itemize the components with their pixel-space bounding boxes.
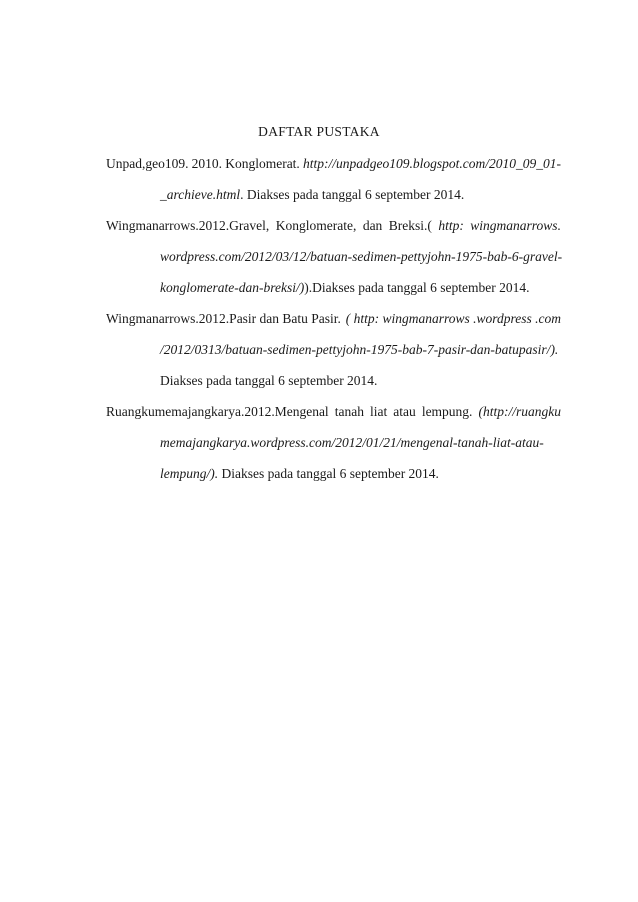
reference-word: liat	[370, 404, 388, 419]
reference-url[interactable]: (http://ruangku	[478, 404, 561, 419]
reference-access-date: Diakses pada tanggal 6 september 2014.	[160, 373, 378, 388]
reference-url[interactable]: ( http: wingmanarrows .wordpress .com	[345, 311, 561, 326]
reference-access-date: ).Diakses pada tanggal 6 september 2014.	[304, 280, 530, 295]
reference-3-line-2	[160, 342, 558, 358]
reference-access-date: . Diakses pada tanggal 6 september 2014.	[240, 187, 465, 202]
reference-4-line-3	[160, 466, 439, 482]
reference-url[interactable]: lempung/).	[160, 466, 219, 481]
reference-word: tanah	[334, 404, 364, 419]
reference-2-line-3	[160, 280, 530, 296]
reference-title: Konglomerat.	[225, 156, 300, 171]
reference-url[interactable]: http:	[438, 218, 464, 233]
reference-year: 2010.	[191, 156, 223, 171]
reference-url[interactable]: wingmanarrows.	[470, 218, 561, 233]
reference-url[interactable]: _archieve.html	[160, 187, 241, 202]
reference-word: Breksi.(	[388, 218, 432, 233]
reference-4-line-1	[106, 404, 561, 420]
reference-4-line-2	[160, 435, 544, 451]
reference-word: lempung.	[421, 404, 473, 419]
reference-word: atau	[393, 404, 416, 419]
reference-access-date: Diakses pada tanggal 6 september 2014.	[218, 466, 439, 481]
reference-url[interactable]: /2012/0313/batuan-sedimen-pettyjohn-1975-bab-7-pasir-dan-batupasir/).	[160, 342, 559, 357]
reference-2-line-1	[106, 218, 561, 234]
reference-1-line-2	[160, 187, 464, 203]
reference-3-line-1	[106, 311, 561, 327]
reference-word: dan	[362, 218, 383, 233]
reference-url[interactable]: konglomerate-dan-breksi/)	[160, 280, 305, 295]
page-title: DAFTAR PUSTAKA	[258, 124, 380, 139]
reference-url[interactable]: http://unpadgeo109.blogspot.com/2010_09_01-	[302, 156, 561, 171]
reference-3-line-3	[160, 373, 377, 389]
reference-author: Wingmanarrows.2012.Gravel,	[106, 218, 270, 233]
reference-author: Wingmanarrows.2012.Pasir dan Batu Pasir.	[106, 311, 341, 326]
reference-author: Unpad,geo109.	[106, 156, 189, 171]
reference-author: Ruangkumemajangkarya.2012.Mengenal	[106, 404, 329, 419]
reference-word: Konglomerate,	[275, 218, 357, 233]
reference-2-line-2	[160, 249, 562, 265]
reference-url[interactable]: wordpress.com/2012/03/12/batuan-sedimen-pettyjohn-1975-bab-6-gravel-	[160, 249, 563, 264]
reference-1-line-1	[106, 156, 561, 172]
reference-url[interactable]: memajangkarya.wordpress.com/2012/01/21/mengenal-tanah-liat-atau-	[160, 435, 544, 450]
